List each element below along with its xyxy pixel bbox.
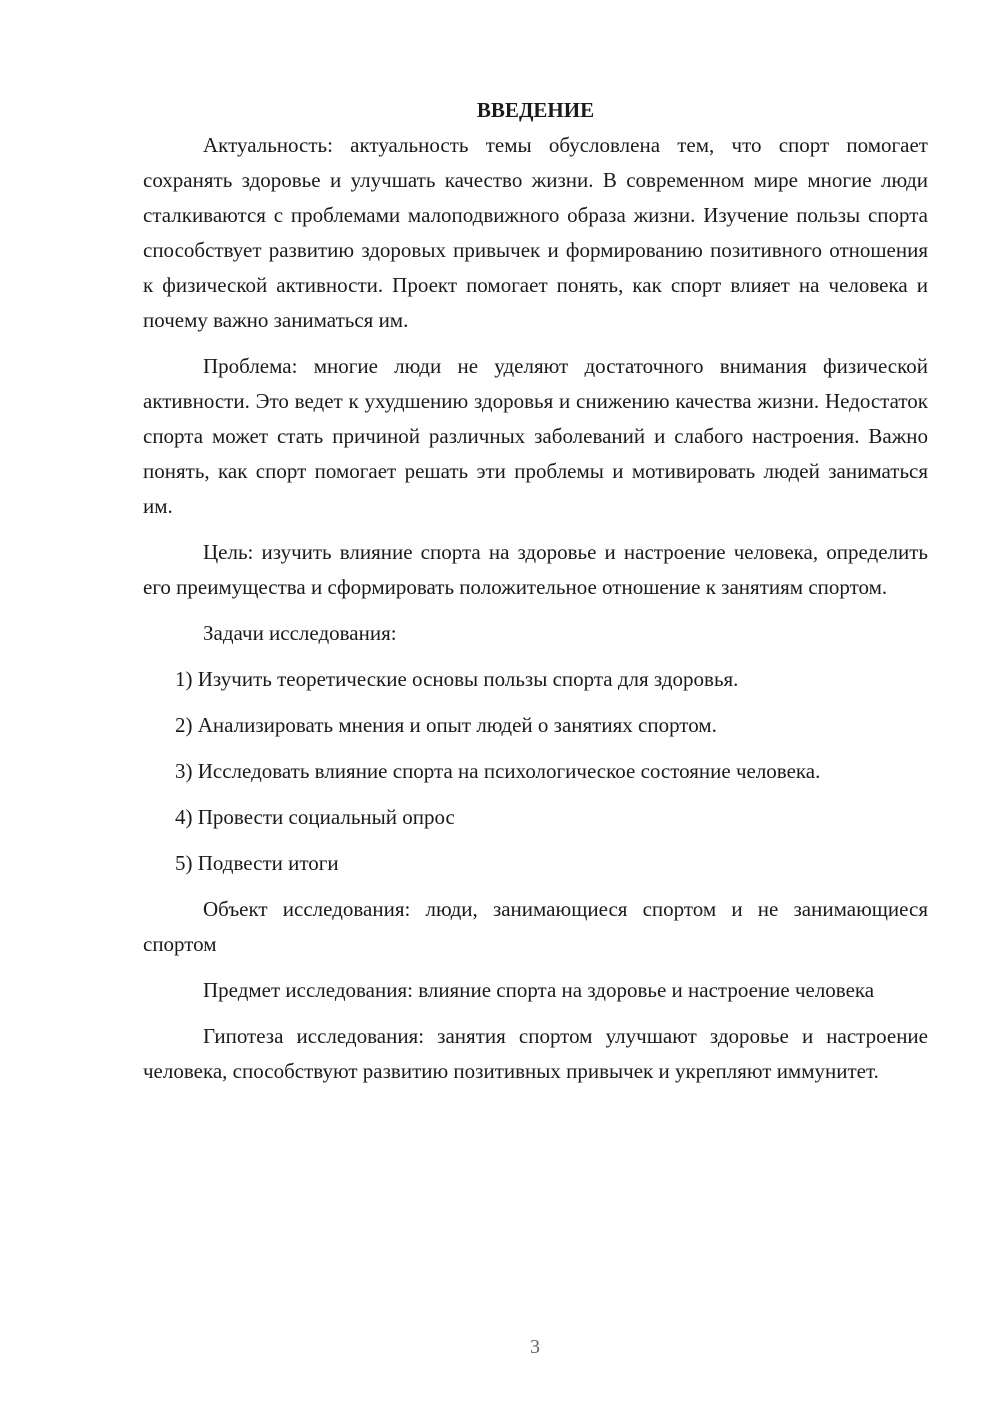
paragraph-problem: Проблема: многие люди не уделяют достаточного внимания физической активности. Это ведет к ухудшению здоровья и снижению качества жизни. Недостаток спорта может стать причиной различных заболеваний и слабого настроения. Важно понять, как спорт помогает решать эти проблемы и мотивировать людей заниматься им. xyxy=(143,354,928,518)
tasks-heading: Задачи исследования: xyxy=(203,621,397,645)
task-item: 3) Исследовать влияние спорта на психологическое состояние человека. xyxy=(175,759,821,783)
page-content xyxy=(143,93,928,1089)
page-number: 3 xyxy=(530,1336,540,1358)
paragraph-goal: Цель: изучить влияние спорта на здоровье и настроение человека, определить его преимущества и сформировать положительное отношение к занятиям спортом. xyxy=(143,540,928,599)
page-title: ВВЕДЕНИЕ xyxy=(476,98,595,122)
task-item: 2) Анализировать мнения и опыт людей о занятиях спортом. xyxy=(175,713,717,737)
task-item: 5) Подвести итоги xyxy=(175,851,339,875)
paragraph-relevance: Актуальность: актуальность темы обусловлена тем, что спорт помогает сохранять здоровье и улучшать качество жизни. В современном мире многие люди сталкиваются с проблемами малоподвижного образа жизни. Изучение пользы спорта способствует развитию здоровых привычек и формированию позитивного отношения к физической активности. Проект помогает понять, как спорт влияет на человека и почему важно заниматься им. xyxy=(143,133,928,332)
paragraph-hypothesis: Гипотеза исследования: занятия спортом улучшают здоровье и настроение человека, способствуют развитию позитивных привычек и укрепляют иммунитет. xyxy=(143,1024,928,1083)
paragraph-object: Объект исследования: люди, занимающиеся спортом и не занимающиеся спортом xyxy=(143,897,928,956)
task-item: 1) Изучить теоретические основы пользы спорта для здоровья. xyxy=(175,667,739,691)
paragraph-subject: Предмет исследования: влияние спорта на здоровье и настроение человека xyxy=(203,978,875,1002)
task-item: 4) Провести социальный опрос xyxy=(175,805,455,829)
